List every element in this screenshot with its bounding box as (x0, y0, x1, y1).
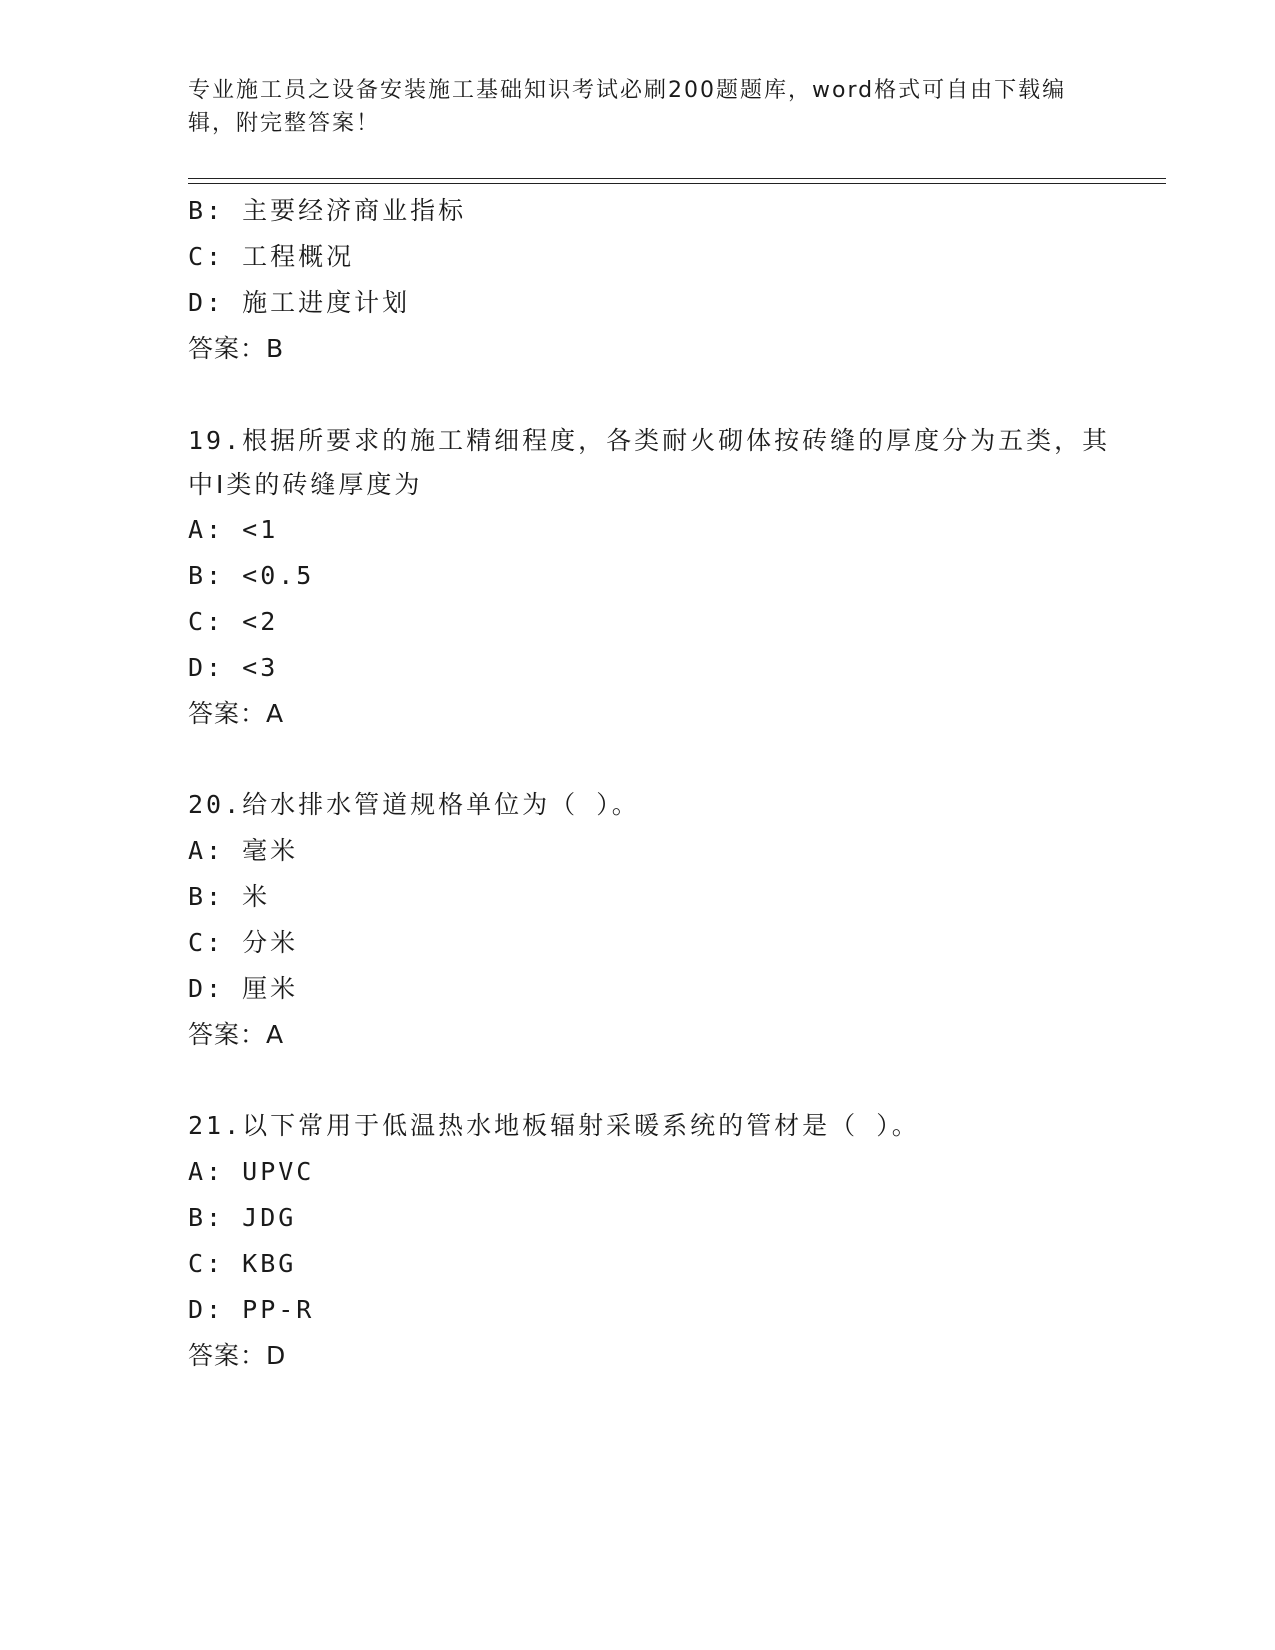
question-18-tail (188, 188, 1118, 372)
question-20 (188, 782, 1118, 1058)
question-text: 20.给水排水管道规格单位为（ ）。 (188, 790, 640, 819)
question-text: 21.以下常用于低温热水地板辐射采暖系统的管材是（ ）。 (188, 1111, 920, 1140)
answer: 答案：D (188, 1341, 287, 1370)
header-rule-top (188, 178, 1166, 179)
option-a: A: <1 (188, 515, 279, 544)
option-a: A: 毫米 (188, 836, 299, 865)
answer: 答案：A (188, 699, 285, 728)
option-c: C: KBG (188, 1249, 297, 1278)
option-b: B: JDG (188, 1203, 297, 1232)
option-b: B: 米 (188, 882, 271, 911)
option-c: C: 分米 (188, 928, 299, 957)
answer: 答案：A (188, 1020, 285, 1049)
question-21 (188, 1103, 1118, 1379)
document-header: 专业施工员之设备安装施工基础知识考试必刷200题题库，word格式可自由下载编辑，附完整答案！ (188, 78, 1067, 136)
option-b: B: 主要经济商业指标 (188, 196, 467, 225)
option-c: C: <2 (188, 607, 279, 636)
answer: 答案：B (188, 334, 285, 363)
option-d: D: <3 (188, 653, 279, 682)
option-d: D: 厘米 (188, 974, 299, 1003)
question-text: 19.根据所要求的施工精细程度，各类耐火砌体按砖缝的厚度分为五类，其中Ⅰ类的砖缝厚度为 (188, 426, 1111, 499)
option-d: D: PP-R (188, 1295, 315, 1324)
option-c: C: 工程概况 (188, 242, 355, 271)
option-a: A: UPVC (188, 1157, 315, 1186)
option-b: B: <0.5 (188, 561, 315, 590)
question-19 (188, 417, 1118, 737)
question-list (188, 188, 1118, 1379)
option-d: D: 施工进度计划 (188, 288, 411, 317)
header-rule-bottom (188, 183, 1166, 184)
